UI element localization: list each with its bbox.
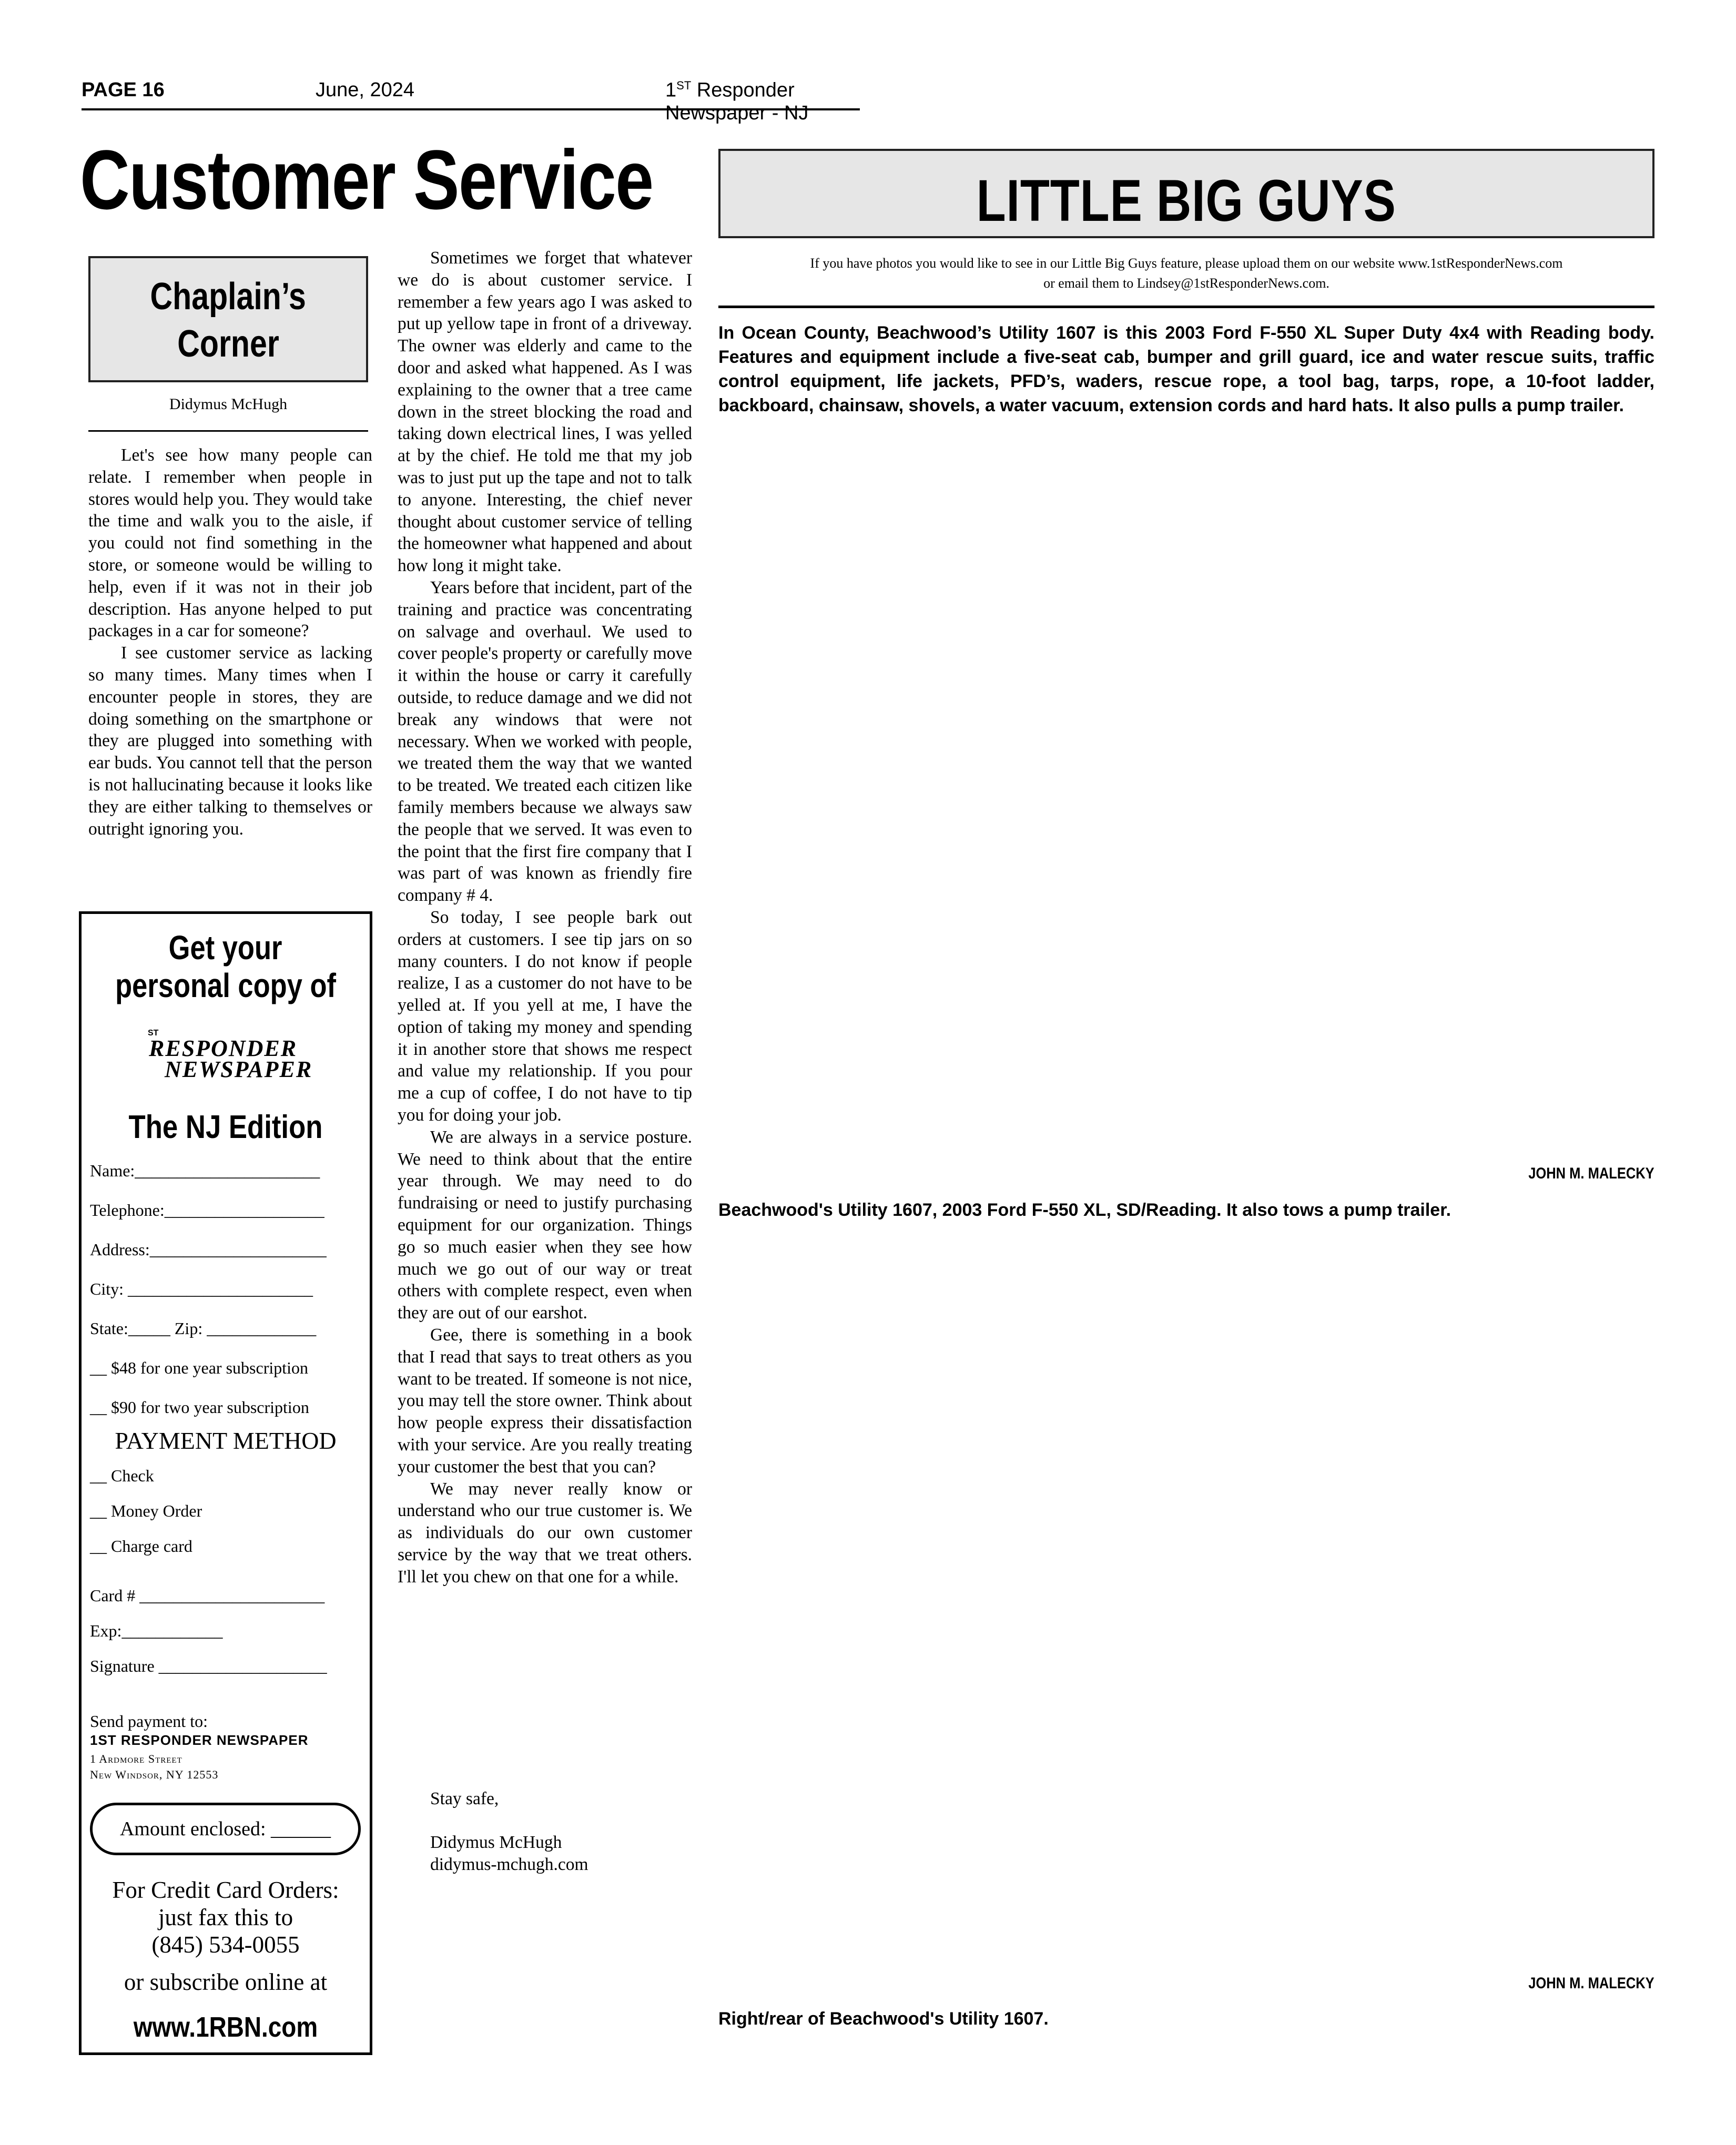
charge-card-option[interactable]: __ Charge card [90,1537,192,1556]
article-column-1 [88,444,372,840]
divider [718,306,1654,308]
payment-method-label: PAYMENT METHOD [115,1427,337,1454]
paragraph: Gee, there is something in a book that I read that says to treat others as you want to be treated. If someone is not nice, you may tell the store owner. Think about how people express their dissatisfaction with your service. Are you really treating your customer the best that you can? [398,1325,693,1477]
telephone-field[interactable]: Telephone:___________________ [90,1201,324,1219]
website-link[interactable]: www.1RBN.com [133,2011,318,2043]
credit-card-instructions: For Credit Card Orders: just fax this to (845) 534-0055 [112,1877,339,1958]
section-title: Customer Service [80,133,653,227]
page-number: PAGE 16 [82,79,165,101]
photo-caption: Right/rear of Beachwood's Utility 1607. [718,2009,1049,2029]
paragraph: So today, I see people bark out orders at customers. I see tip jars on so many counters. I do not know if people realize, I as a customer do not have to be yelled at. If you yell at me, I have the option of taking my money and spending it in another store that shows me respect and value my relationship. If you pour me a cup of coffee, I do not have to tip you for doing your job. [398,907,692,1125]
paragraph: Let's see how many people can relate. I remember when people in stores would help you. They would take the time and walk you to the aisle, if you could not find something in the store, or someone would be willing to help, even if it was not in their job description. Has anyone helped to put packages in a car for someone? [88,445,372,641]
paragraph: I see customer service as lacking so many times. Many times when I encounter people in stores, they are doing something on the smartphone or they are plugged into something with ear buds. You cannot tell that the person is not hallucinating because it looks like they are either talking to themselves or outright ignoring you. [88,643,372,839]
little-big-guys-lead: In Ocean County, Beachwood’s Utility 1607 is this 2003 Ford F-550 XL Super Duty 4x4 with Reading body. Features and equipment include a five-seat cab, bumper and grill guard, ice and water rescue suits, traffic control equipment, life jackets, PFD’s, waders, rescue rope, a tool bag, tarps, rope, a 10-foot ladder, backboard, chainsaw, shovels, a water vacuum, extension cords and hard hats. It also pulls a pump trailer. [718,323,1654,415]
page-header [82,79,860,124]
subscription-heading: Get your personal copy of [115,929,336,1004]
signoff: Stay safe, Didymus McHugh didymus-mchugh.com [430,1789,588,1874]
mailing-city: New Windsor, NY 12553 [90,1768,219,1781]
address-field[interactable]: Address:_____________________ [90,1240,327,1259]
paper-name: 1ST Responder Newspaper - NJ [665,79,809,124]
little-big-guys-title: LITTLE BIG GUYS [976,168,1397,233]
issue-date: June, 2024 [316,79,415,101]
paragraph: Years before that incident, part of the training and practice was concentrating on salvage and overhaul. We used to cover people's property or carefully move it within the house or carry it carefully outside, to reduce damage and we did not break any windows that were not necessary. When we worked with people, we treated them the way that we wanted to be treated. We treated each citizen like family members because we always saw the people that we served. It was even to the point that the first fire company that I was part of was known as friendly fire company # 4. [398,577,693,906]
byline: Didymus McHugh [169,395,288,413]
check-option[interactable]: __ Check [90,1466,154,1485]
paragraph: We are always in a service posture. We need to think about that the entire year through. We may need to do fundraising or need to justify purchasing equipment for our organization. Things go so much easier when they see how much we go out of our way or treat others with complete respect, even when they are out of our earshot. [398,1127,692,1323]
one-year-option[interactable]: __ $48 for one year subscription [90,1358,309,1377]
expiry-field[interactable]: Exp:____________ [90,1621,223,1640]
name-field[interactable]: Name:______________________ [90,1161,320,1180]
little-big-guys-banner [718,149,1654,238]
card-number-field[interactable]: Card # ______________________ [90,1586,325,1605]
photo-submission-note: If you have photos you would like to see in our Little Big Guys feature, please upload them on our website www.1stResponderNews.com or email them to Lindsey@1stResponderNews.com. [810,256,1563,291]
edition-label: The NJ Edition [128,1109,323,1145]
send-payment-label: Send payment to: [90,1712,208,1731]
truck-photo-1 [718,452,1654,1157]
paragraph: We may never really know or understand who our true customer is. We as individuals do our own customer service by the way that we treat others. I'll let you chew on that one for a while. [398,1479,692,1587]
two-year-option[interactable]: __ $90 for two year subscription [90,1398,309,1417]
chaplains-corner-banner [88,256,368,382]
mailing-street: 1 Ardmore Street [90,1752,182,1765]
signature-field[interactable]: Signature ____________________ [90,1656,327,1675]
photo-caption: Beachwood's Utility 1607, 2003 Ford F-550 XL, SD/Reading. It also tows a pump trailer. [718,1200,1451,1220]
online-subscribe-text: or subscribe online at [124,1969,328,1995]
paragraph: Sometimes we forget that whatever we do is about customer service. I remember a few years ago I was asked to put up yellow tape in front of a driveway. The owner was elderly and came to the door and asked what happened. As I was explaining to the owner that a tree came down in the street blocking the road and taking down electrical lines, I was yelled at by the chief. He told me that my job was to just put up the tape and not to talk to anyone. Interesting, the chief never thought about customer service of telling the homeowner what happened and about how long it might take. [398,248,692,576]
divider [88,430,368,432]
photo-credit: JOHN M. MALECKY [1528,1165,1654,1182]
truck-photo-2 [718,1262,1654,2051]
mailing-name: 1ST RESPONDER NEWSPAPER [90,1732,309,1748]
money-order-option[interactable]: __ Money Order [90,1501,202,1520]
subscription-form [79,911,372,2055]
state-zip-field[interactable]: State:_____ Zip: _____________ [90,1319,317,1338]
article-column-2 [398,247,692,1588]
photo-credit: JOHN M. MALECKY [1528,1975,1654,1992]
amount-enclosed-field[interactable]: Amount enclosed: ______ [90,1803,361,1855]
column-title: Chaplain’s Corner [150,276,307,365]
city-field[interactable]: City: ______________________ [90,1279,313,1298]
responder-newspaper-logo: ST RESPONDER NEWSPAPER [148,1029,313,1082]
